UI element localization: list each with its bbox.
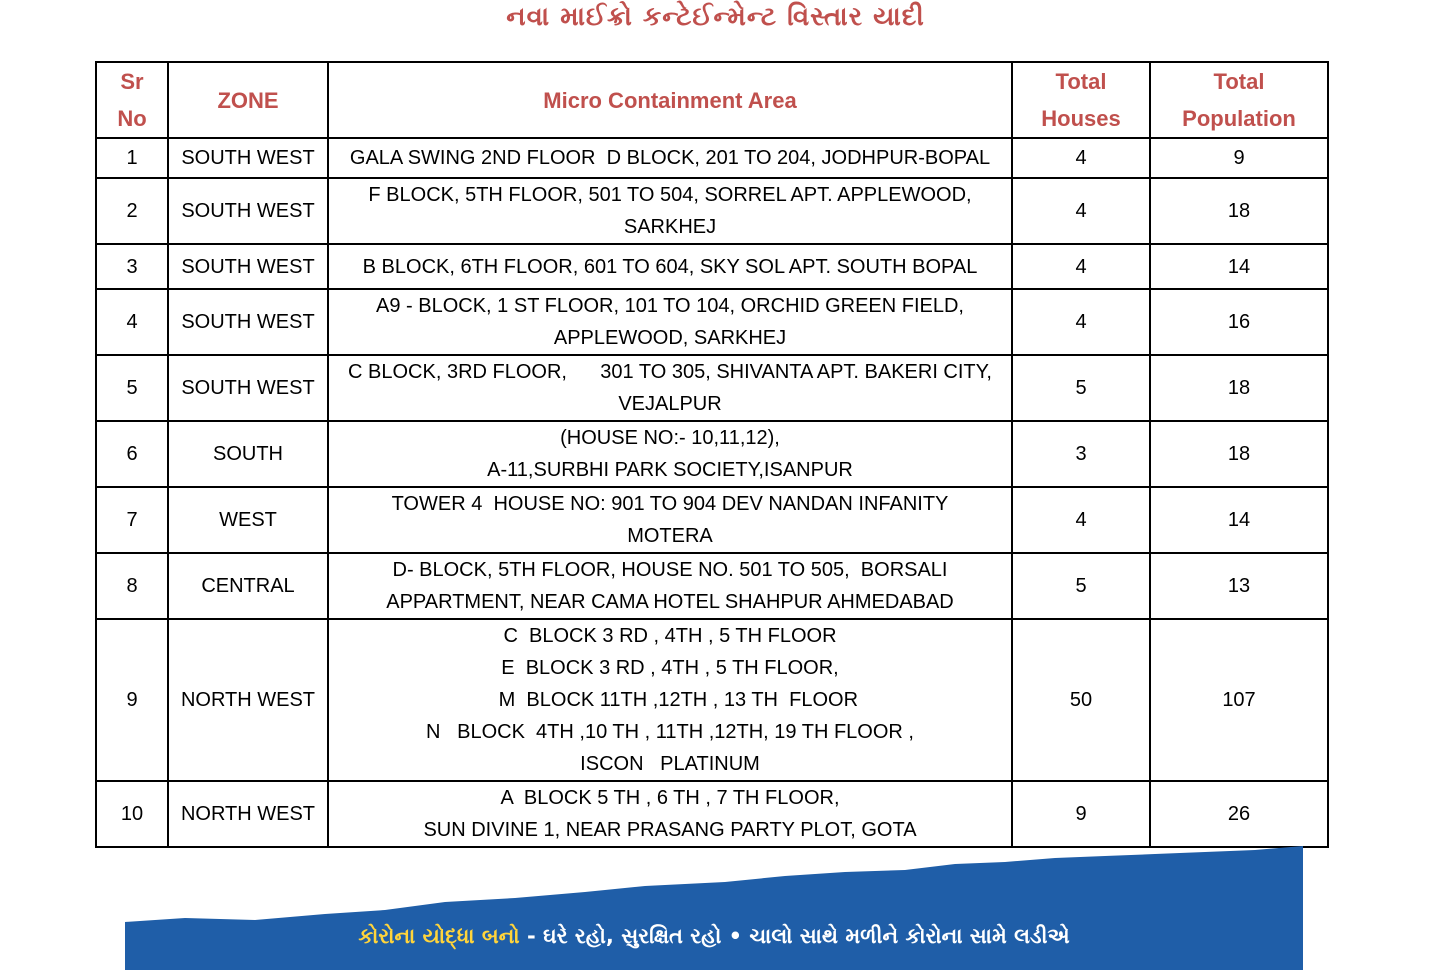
cell-zone: SOUTH WEST (168, 178, 328, 244)
banner-slogan-highlight: કોરોના યોદ્ધા બનો (358, 924, 520, 948)
cell-sr-no: 4 (96, 289, 168, 355)
cell-zone: NORTH WEST (168, 781, 328, 847)
area-line: ISCON PLATINUM (580, 753, 760, 775)
cell-sr-no: 8 (96, 553, 168, 619)
cell-area (328, 781, 1012, 847)
cell-area (328, 289, 1012, 355)
header-population: Total Population (1150, 62, 1328, 138)
cell-area (328, 619, 1012, 781)
area-line: GALA SWING 2ND FLOOR D BLOCK, 201 TO 204, JODHPUR-BOPAL (349, 147, 991, 169)
area-line: (HOUSE NO:- 10,11,12), (560, 427, 780, 449)
page-title: નવા માઈક્રો કન્ટેઈન્મેન્ટ વિસ્તાર યાદી (506, 2, 925, 32)
cell-total-population: 13 (1150, 553, 1328, 619)
cell-zone: SOUTH WEST (168, 244, 328, 289)
cell-zone: SOUTH (168, 421, 328, 487)
cell-total-population: 14 (1150, 487, 1328, 553)
cell-total-houses: 50 (1012, 619, 1150, 781)
awareness-banner (125, 846, 1303, 970)
cell-total-population: 26 (1150, 781, 1328, 847)
cell-area (328, 553, 1012, 619)
area-line: D- BLOCK, 5TH FLOOR, HOUSE NO. 501 TO 505, BORSALI (392, 559, 948, 581)
cell-zone: SOUTH WEST (168, 355, 328, 421)
table-row (96, 553, 1328, 619)
cell-zone: SOUTH WEST (168, 289, 328, 355)
cell-area (328, 244, 1012, 289)
area-line: APPARTMENT, NEAR CAMA HOTEL SHAHPUR AHMEDABAD (386, 591, 954, 613)
cell-total-houses: 9 (1012, 781, 1150, 847)
cell-sr-no: 6 (96, 421, 168, 487)
area-line: C BLOCK, 3RD FLOOR, 301 TO 305, SHIVANTA APT. BAKERI CITY, (348, 361, 992, 383)
cell-total-houses: 4 (1012, 178, 1150, 244)
cell-zone: NORTH WEST (168, 619, 328, 781)
cell-total-houses: 5 (1012, 553, 1150, 619)
cell-zone: CENTRAL (168, 553, 328, 619)
table-row (96, 289, 1328, 355)
area-line: E BLOCK 3 RD , 4TH , 5 TH FLOOR, (501, 657, 839, 679)
table-row (96, 138, 1328, 178)
area-line: VEJALPUR (618, 393, 722, 415)
area-line: APPLEWOOD, SARKHEJ (553, 327, 787, 349)
area-line: A-11,SURBHI PARK SOCIETY,ISANPUR (487, 459, 853, 481)
area-line: C BLOCK 3 RD , 4TH , 5 TH FLOOR (503, 625, 837, 647)
cell-total-population: 107 (1150, 619, 1328, 781)
torn-paper-banner-shape (125, 846, 1303, 970)
cell-sr-no: 2 (96, 178, 168, 244)
cell-sr-no: 5 (96, 355, 168, 421)
area-line: A BLOCK 5 TH , 6 TH , 7 TH FLOOR, (500, 787, 840, 809)
cell-area (328, 138, 1012, 178)
cell-total-population: 16 (1150, 289, 1328, 355)
header-area: Micro Containment Area (328, 62, 1012, 138)
cell-sr-no: 9 (96, 619, 168, 781)
cell-sr-no: 3 (96, 244, 168, 289)
header-sr-no: Sr No (96, 62, 168, 138)
area-line: F BLOCK, 5TH FLOOR, 501 TO 504, SORREL APT. APPLEWOOD, (368, 184, 972, 206)
area-line: N BLOCK 4TH ,10 TH , 11TH ,12TH, 19 TH FLOOR , (426, 721, 914, 743)
cell-total-houses: 4 (1012, 244, 1150, 289)
area-line: B BLOCK, 6TH FLOOR, 601 TO 604, SKY SOL APT. SOUTH BOPAL (362, 255, 978, 278)
cell-total-population: 9 (1150, 138, 1328, 178)
cell-total-houses: 5 (1012, 355, 1150, 421)
cell-zone: WEST (168, 487, 328, 553)
cell-sr-no: 7 (96, 487, 168, 553)
table-header-row (96, 62, 1328, 138)
cell-total-houses: 4 (1012, 487, 1150, 553)
cell-total-population: 18 (1150, 355, 1328, 421)
cell-total-population: 18 (1150, 421, 1328, 487)
cell-total-houses: 4 (1012, 138, 1150, 178)
cell-area (328, 355, 1012, 421)
cell-area (328, 487, 1012, 553)
header-houses: Total Houses (1012, 62, 1150, 138)
table-row (96, 421, 1328, 487)
cell-total-population: 18 (1150, 178, 1328, 244)
table-row (96, 781, 1328, 847)
table-row (96, 178, 1328, 244)
table-row (96, 487, 1328, 553)
containment-table (95, 61, 1329, 848)
area-line: TOWER 4 HOUSE NO: 901 TO 904 DEV NANDAN INFANITY (391, 493, 949, 515)
cell-total-population: 14 (1150, 244, 1328, 289)
area-line: A9 - BLOCK, 1 ST FLOOR, 101 TO 104, ORCHID GREEN FIELD, (376, 295, 964, 317)
table-row (96, 244, 1328, 289)
table-row (96, 619, 1328, 781)
cell-sr-no: 10 (96, 781, 168, 847)
header-zone: ZONE (168, 62, 328, 138)
cell-zone: SOUTH WEST (168, 138, 328, 178)
area-line: SUN DIVINE 1, NEAR PRASANG PARTY PLOT, GOTA (423, 819, 917, 841)
area-line: M BLOCK 11TH ,12TH , 13 TH FLOOR (481, 689, 859, 711)
cell-sr-no: 1 (96, 138, 168, 178)
banner-slogan (125, 924, 1303, 949)
cell-area (328, 421, 1012, 487)
area-line: MOTERA (627, 525, 713, 547)
table-row (96, 355, 1328, 421)
cell-area (328, 178, 1012, 244)
banner-slogan-rest: - ઘરે રહો, સુરક્ષિત રહો • ચાલો સાથે મળીને કોરોના સામે લડીએ (519, 924, 1070, 948)
cell-total-houses: 4 (1012, 289, 1150, 355)
area-line: SARKHEJ (623, 216, 717, 238)
cell-total-houses: 3 (1012, 421, 1150, 487)
